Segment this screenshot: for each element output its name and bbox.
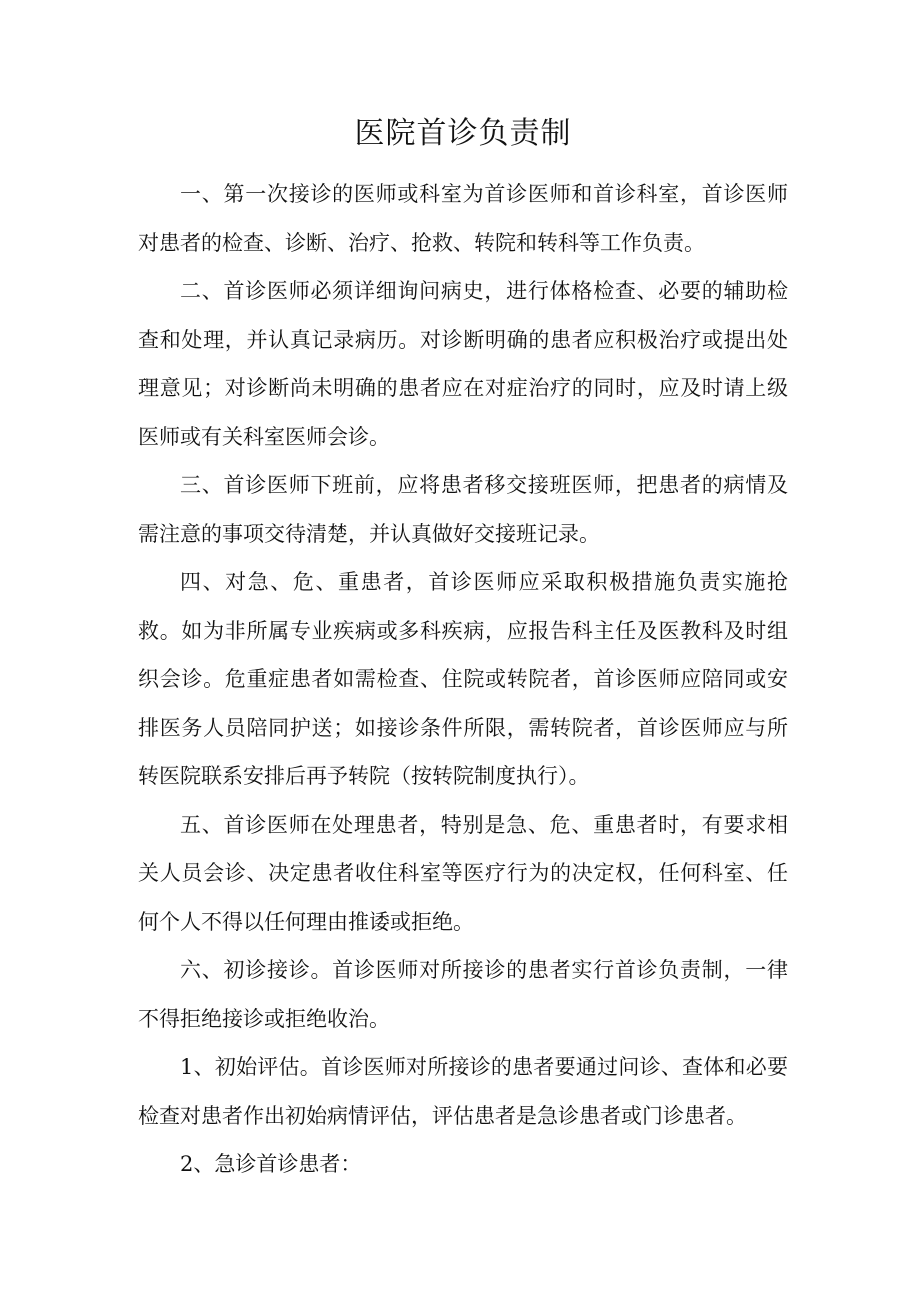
paragraph-3: 三、首诊医师下班前，应将患者移交接班医师，把患者的病情及需注意的事项交待清楚，并认真做好交接班记录。 bbox=[138, 473, 788, 546]
paragraph-1: 一、第一次接诊的医师或科室为首诊医师和首诊科室，首诊医师对患者的检查、诊断、治疗、抢救、转院和转科等工作负责。 bbox=[138, 182, 788, 255]
paragraph-6: 六、初诊接诊。首诊医师对所接诊的患者实行首诊负责制，一律不得拒绝接诊或拒绝收治。 bbox=[138, 958, 788, 1031]
paragraph-2: 二、首诊医师必须详细询问病史，进行体格检查、必要的辅助检查和处理，并认真记录病历。对诊断明确的患者应积极治疗或提出处理意见；对诊断尚未明确的患者应在对症治疗的同时，应及时请上级医师或有关科室医师会诊。 bbox=[138, 279, 788, 449]
document-page bbox=[138, 108, 788, 1189]
paragraph-5: 五、首诊医师在处理患者，特别是急、危、重患者时，有要求相关人员会诊、决定患者收住科室等医疗行为的决定权，任何科室、任何个人不得以任何理由推诿或拒绝。 bbox=[138, 812, 788, 934]
paragraph-4: 四、对急、危、重患者，首诊医师应采取积极措施负责实施抢救。如为非所属专业疾病或多科疾病，应报告科主任及医教科及时组织会诊。危重症患者如需检查、住院或转院者，首诊医师应陪同或安排医务人员陪同护送；如接诊条件所限，需转院者，首诊医师应与所转医院联系安排后再予转院（按转院制度执行）。 bbox=[138, 570, 788, 788]
paragraph-7: 1、初始评估。首诊医师对所接诊的患者要通过问诊、查体和必要检查对患者作出初始病情评估，评估患者是急诊患者或门诊患者。 bbox=[138, 1055, 788, 1128]
paragraph-8: 2、急诊首诊患者： bbox=[180, 1152, 362, 1176]
document-title: 医院首诊负责制 bbox=[354, 116, 572, 151]
